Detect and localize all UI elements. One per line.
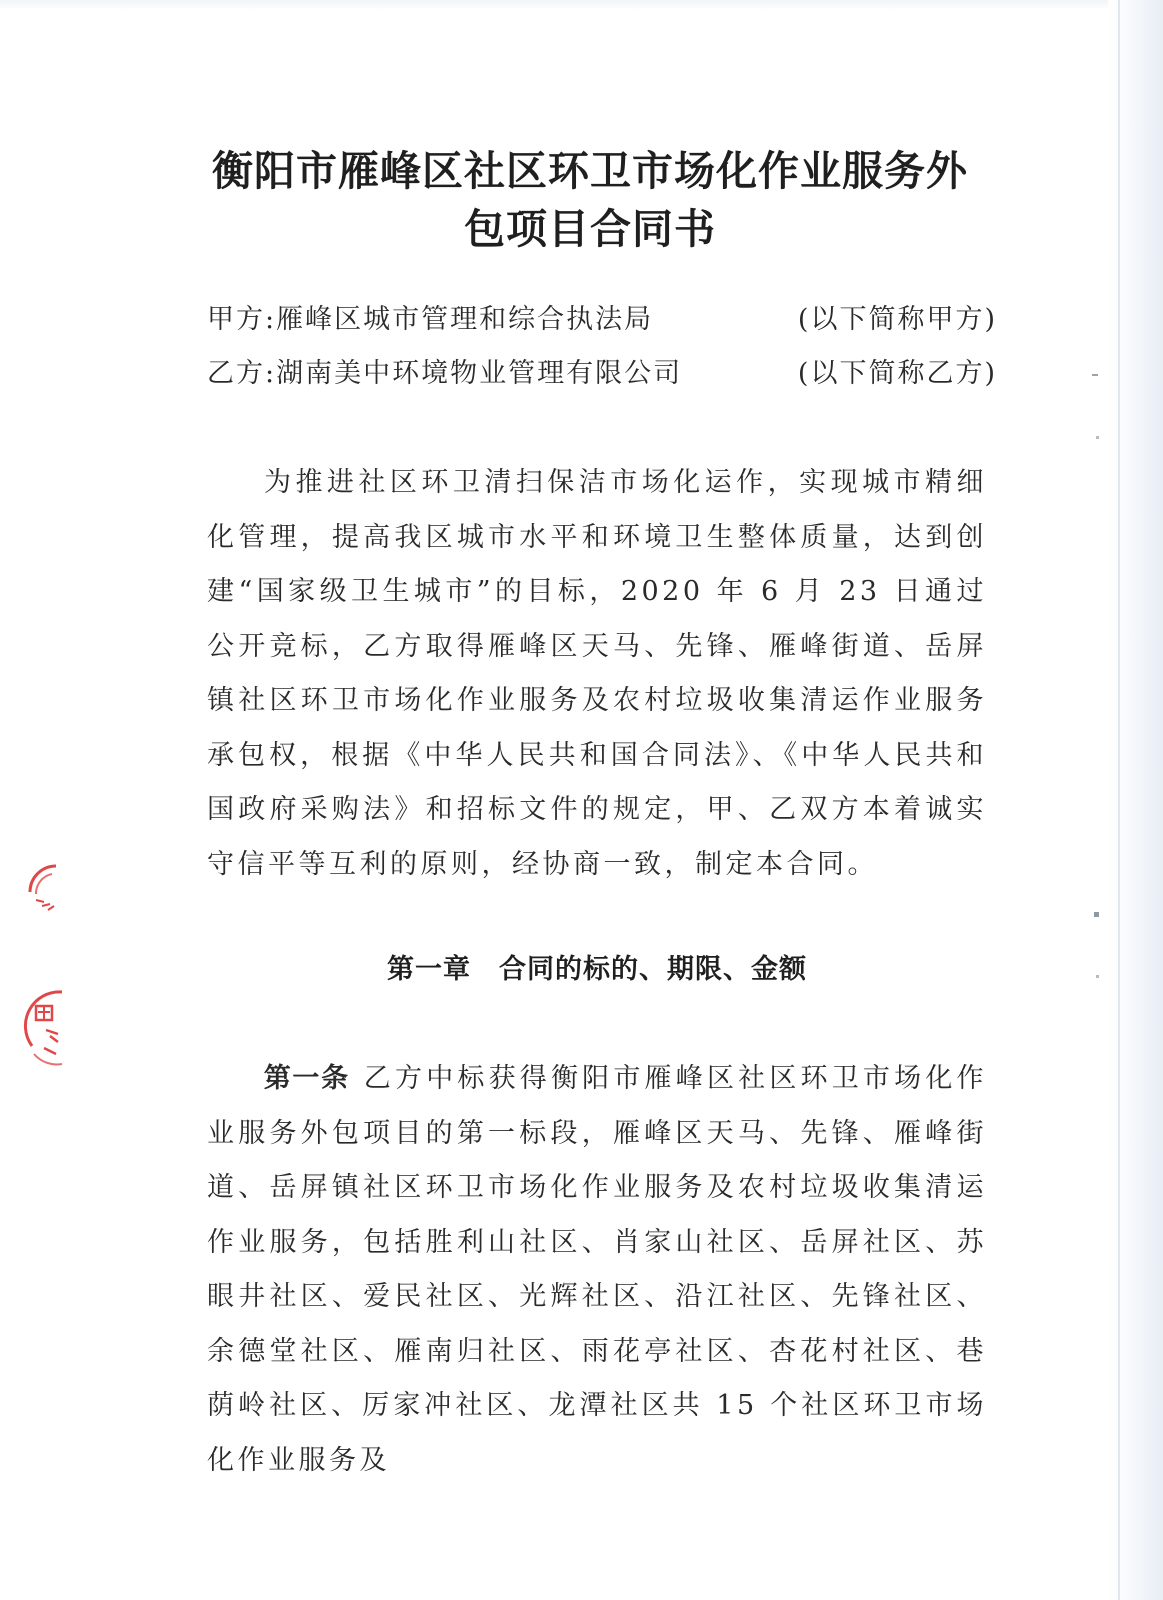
party-a-label: 甲方: <box>207 304 277 335</box>
scan-speck <box>1094 912 1099 917</box>
party-a-name: 雁峰区城市管理和综合执法局 <box>276 304 654 335</box>
party-b-line <box>207 354 997 394</box>
seal-fragment-upper <box>22 862 68 916</box>
article-1-text: 乙方中标获得衡阳市雁峰区社区环卫市场化作业服务外包项目的第一标段，雁峰区天马、先锋、雁峰街道、岳屏镇社区环卫市场化作业服务及农村垃圾收集清运作业服务，包括胜利山社区、肖家山社区、岳屏社区、苏眼井社区、爱民社区、光辉社区、沿江社区、先锋社区、余德堂社区、雁南归社区、雨花亭社区、杏花村社区、巷荫岭社区、厉家冲社区、龙潭社区共 15 个社区环卫市场化作业服务及 <box>207 1063 988 1476</box>
party-b-abbr: (以下简称乙方) <box>797 358 997 389</box>
scan-speck <box>1096 436 1099 439</box>
preamble-paragraph <box>207 456 987 892</box>
document-title-line-1: 衡阳市雁峰区社区环卫市场化作业服务外 <box>212 147 968 195</box>
article-1-label: 第一条 <box>263 1063 350 1094</box>
party-a-abbr: (以下简称甲方) <box>797 304 997 335</box>
scan-speck <box>1096 975 1099 978</box>
chapter-1-heading: 第一章 合同的标的、期限、金额 <box>387 954 807 985</box>
party-b-label: 乙方: <box>207 358 277 389</box>
party-a-line <box>207 300 997 340</box>
scan-speck <box>1092 374 1098 376</box>
preamble-text: 为推进社区环卫清扫保洁市场化运作，实现城市精细化管理，提高我区城市水平和环境卫生整体质量，达到创建“国家级卫生城市”的目标，2020 年 6 月 23 日通过公开竞标，乙方取得雁峰区天马、先锋、雁峰街道、岳屏镇社区环卫市场化作业服务及农村垃圾收集清运作业服务承包权，根据《中华人民共和国合同法》、《中华人民共和国政府采购法》和招标文件的规定，甲、乙双方本着诚实守信平等互利的原则，经协商一致，制定本合同。 <box>207 467 987 880</box>
party-b-name: 湖南美中环境物业管理有限公司 <box>276 358 683 389</box>
article-1-paragraph <box>207 1052 987 1488</box>
seal-fragment-lower <box>22 988 70 1068</box>
document-title-line-2: 包项目合同书 <box>464 205 716 253</box>
